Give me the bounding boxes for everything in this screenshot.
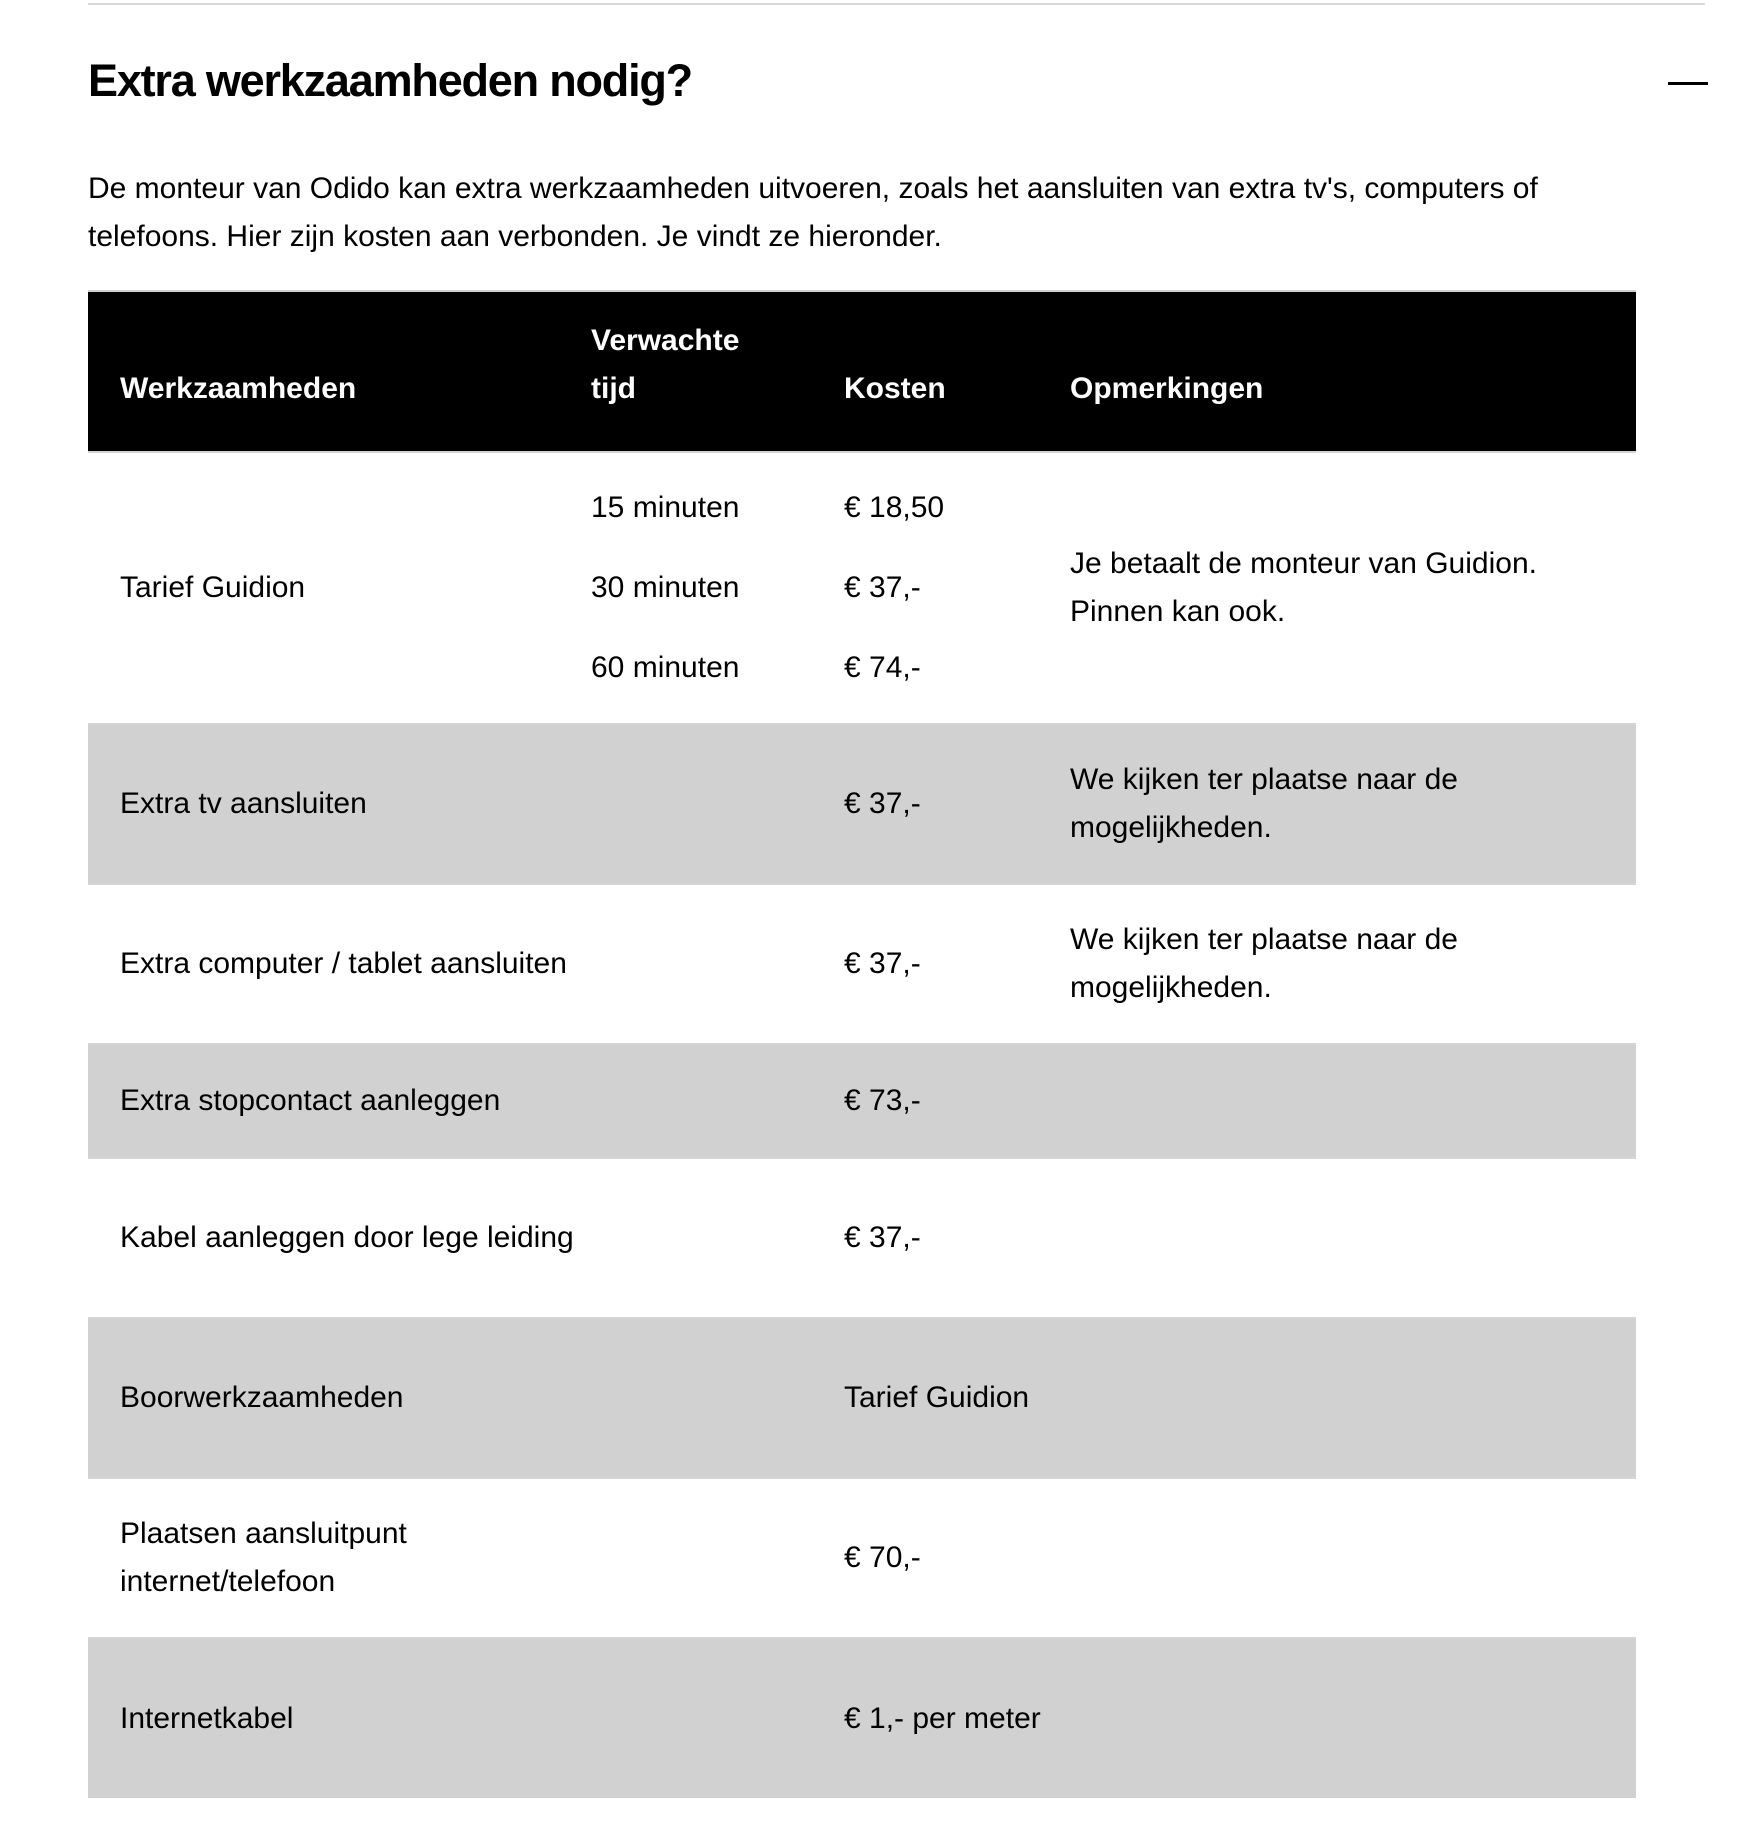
- time-value: 15 minuten: [591, 491, 740, 524]
- header-work: Werkzaamheden: [88, 291, 590, 452]
- intro-text: De monteur van Odido kan extra werkzaamheden uitvoeren, zoals het aansluiten van extra tv's, computers of telefoons. Hier zijn kosten aan verbonden. Je vindt ze hieronder.: [88, 172, 1538, 253]
- cell-work: Extra stopcontact aanleggen: [88, 1044, 590, 1158]
- table-row: [88, 1044, 1636, 1158]
- cell-work: Extra tv aansluiten: [88, 724, 590, 884]
- cell-remarks: [1070, 1158, 1636, 1318]
- cell-cost: € 37,-: [843, 1158, 1070, 1318]
- cell-work: Internetkabel: [88, 1638, 590, 1798]
- cell-time: [590, 1638, 843, 1798]
- pricing-table: [88, 290, 1636, 1798]
- cell-work: Kabel aanleggen door lege leiding: [88, 1158, 590, 1318]
- cell-remarks: Je betaalt de monteur van Guidion. Pinnen kan ook.: [1070, 452, 1636, 724]
- time-value: 30 minuten: [591, 571, 740, 604]
- cost-value: € 18,50: [844, 491, 945, 524]
- header-time-line2: tijd: [591, 372, 636, 405]
- section-title: Extra werkzaamheden nodig?: [88, 55, 692, 106]
- cell-time: [590, 1158, 843, 1318]
- header-time-line1: Verwachte: [591, 324, 740, 357]
- cell-cost: € 37,-: [843, 724, 1070, 884]
- cell-remarks: [1070, 1638, 1636, 1798]
- cell-cost: € 1,- per meter: [843, 1638, 1070, 1798]
- cell-work: Tarief Guidion: [88, 452, 590, 724]
- cell-work: Boorwerkzaamheden: [88, 1318, 590, 1478]
- cell-time: [590, 1478, 843, 1638]
- header-row: [88, 291, 1636, 452]
- table-header: [88, 291, 1636, 452]
- cost-value: € 37,-: [844, 571, 921, 604]
- table-row: [88, 1638, 1636, 1798]
- time-value: 60 minuten: [591, 651, 740, 684]
- cell-remarks: [1070, 1478, 1636, 1638]
- table-row: [88, 452, 1636, 724]
- cost-value: € 74,-: [844, 651, 921, 684]
- table-row: [88, 884, 1636, 1044]
- pricing-table-wrapper: [88, 290, 1636, 1798]
- cell-time: [590, 1318, 843, 1478]
- cell-remarks: We kijken ter plaatse naar de mogelijkheden.: [1070, 884, 1636, 1044]
- cell-remarks: [1070, 1044, 1636, 1158]
- cell-cost: € 70,-: [843, 1478, 1070, 1638]
- header-time: [590, 291, 843, 452]
- table-row: [88, 1318, 1636, 1478]
- accordion-header[interactable]: [88, 40, 1708, 130]
- table-row: [88, 724, 1636, 884]
- cell-cost: [843, 452, 1070, 724]
- cell-time: [590, 1044, 843, 1158]
- cell-work: Plaatsen aansluitpunt internet/telefoon: [88, 1478, 590, 1638]
- cell-time: [590, 724, 843, 884]
- cell-cost: € 37,-: [843, 884, 1070, 1044]
- table-row: [88, 1158, 1636, 1318]
- cell-work: Extra computer / tablet aansluiten: [88, 884, 590, 1044]
- minus-icon[interactable]: [1668, 82, 1708, 85]
- header-remarks: Opmerkingen: [1070, 291, 1636, 452]
- cell-remarks: We kijken ter plaatse naar de mogelijkheden.: [1070, 724, 1636, 884]
- table-row: [88, 1478, 1636, 1638]
- cell-time: [590, 452, 843, 724]
- cell-cost: € 73,-: [843, 1044, 1070, 1158]
- cell-time: [590, 884, 843, 1044]
- top-divider: [88, 3, 1705, 5]
- table-body: [88, 452, 1636, 1798]
- header-cost: Kosten: [843, 291, 1070, 452]
- cell-cost: Tarief Guidion: [843, 1318, 1070, 1478]
- cell-remarks: [1070, 1318, 1636, 1478]
